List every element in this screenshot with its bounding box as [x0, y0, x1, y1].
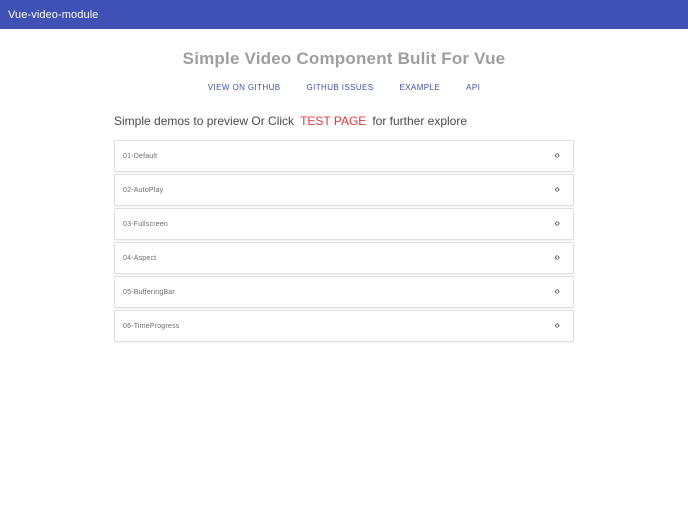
list-item[interactable]	[114, 242, 574, 274]
demo-label: 05-BufferingBar	[123, 288, 175, 296]
code-icon[interactable]: ‹›	[554, 286, 559, 297]
demo-label: 01-Default	[123, 152, 158, 160]
list-item[interactable]	[114, 208, 574, 240]
code-icon[interactable]: ‹›	[554, 320, 559, 331]
demo-label: 02-AutoPlay	[123, 186, 164, 194]
page-title: Simple Video Component Bulit For Vue	[182, 49, 506, 68]
code-icon[interactable]: ‹›	[554, 218, 559, 229]
subtitle-tail: for further explore	[372, 114, 468, 128]
nav-link-api[interactable]: API	[466, 83, 481, 92]
app-title: Vue-video-module	[8, 8, 99, 21]
nav-link-github-issues[interactable]: GITHUB ISSUES	[306, 83, 374, 92]
code-icon[interactable]: ‹›	[554, 150, 559, 161]
nav-link-example[interactable]: EXAMPLE	[399, 83, 441, 92]
page-content	[0, 29, 688, 342]
code-icon[interactable]: ‹›	[554, 252, 559, 263]
demo-label: 04-Aspect	[123, 254, 157, 262]
demo-list	[114, 140, 574, 342]
code-icon[interactable]: ‹›	[554, 184, 559, 195]
test-page-link[interactable]: TEST PAGE	[300, 114, 367, 128]
nav-link-view-on-github[interactable]: VIEW ON GITHUB	[207, 83, 281, 92]
subtitle-lead: Simple demos to preview Or Click	[114, 114, 295, 128]
app-bar	[0, 0, 688, 29]
nav-links	[0, 83, 688, 92]
list-item[interactable]	[114, 174, 574, 206]
list-item[interactable]	[114, 140, 574, 172]
list-item[interactable]	[114, 310, 574, 342]
list-item[interactable]	[114, 276, 574, 308]
demo-label: 03-Fullscreen	[123, 220, 169, 228]
demo-label: 06-TimeProgress	[123, 322, 180, 330]
subtitle	[0, 114, 688, 128]
